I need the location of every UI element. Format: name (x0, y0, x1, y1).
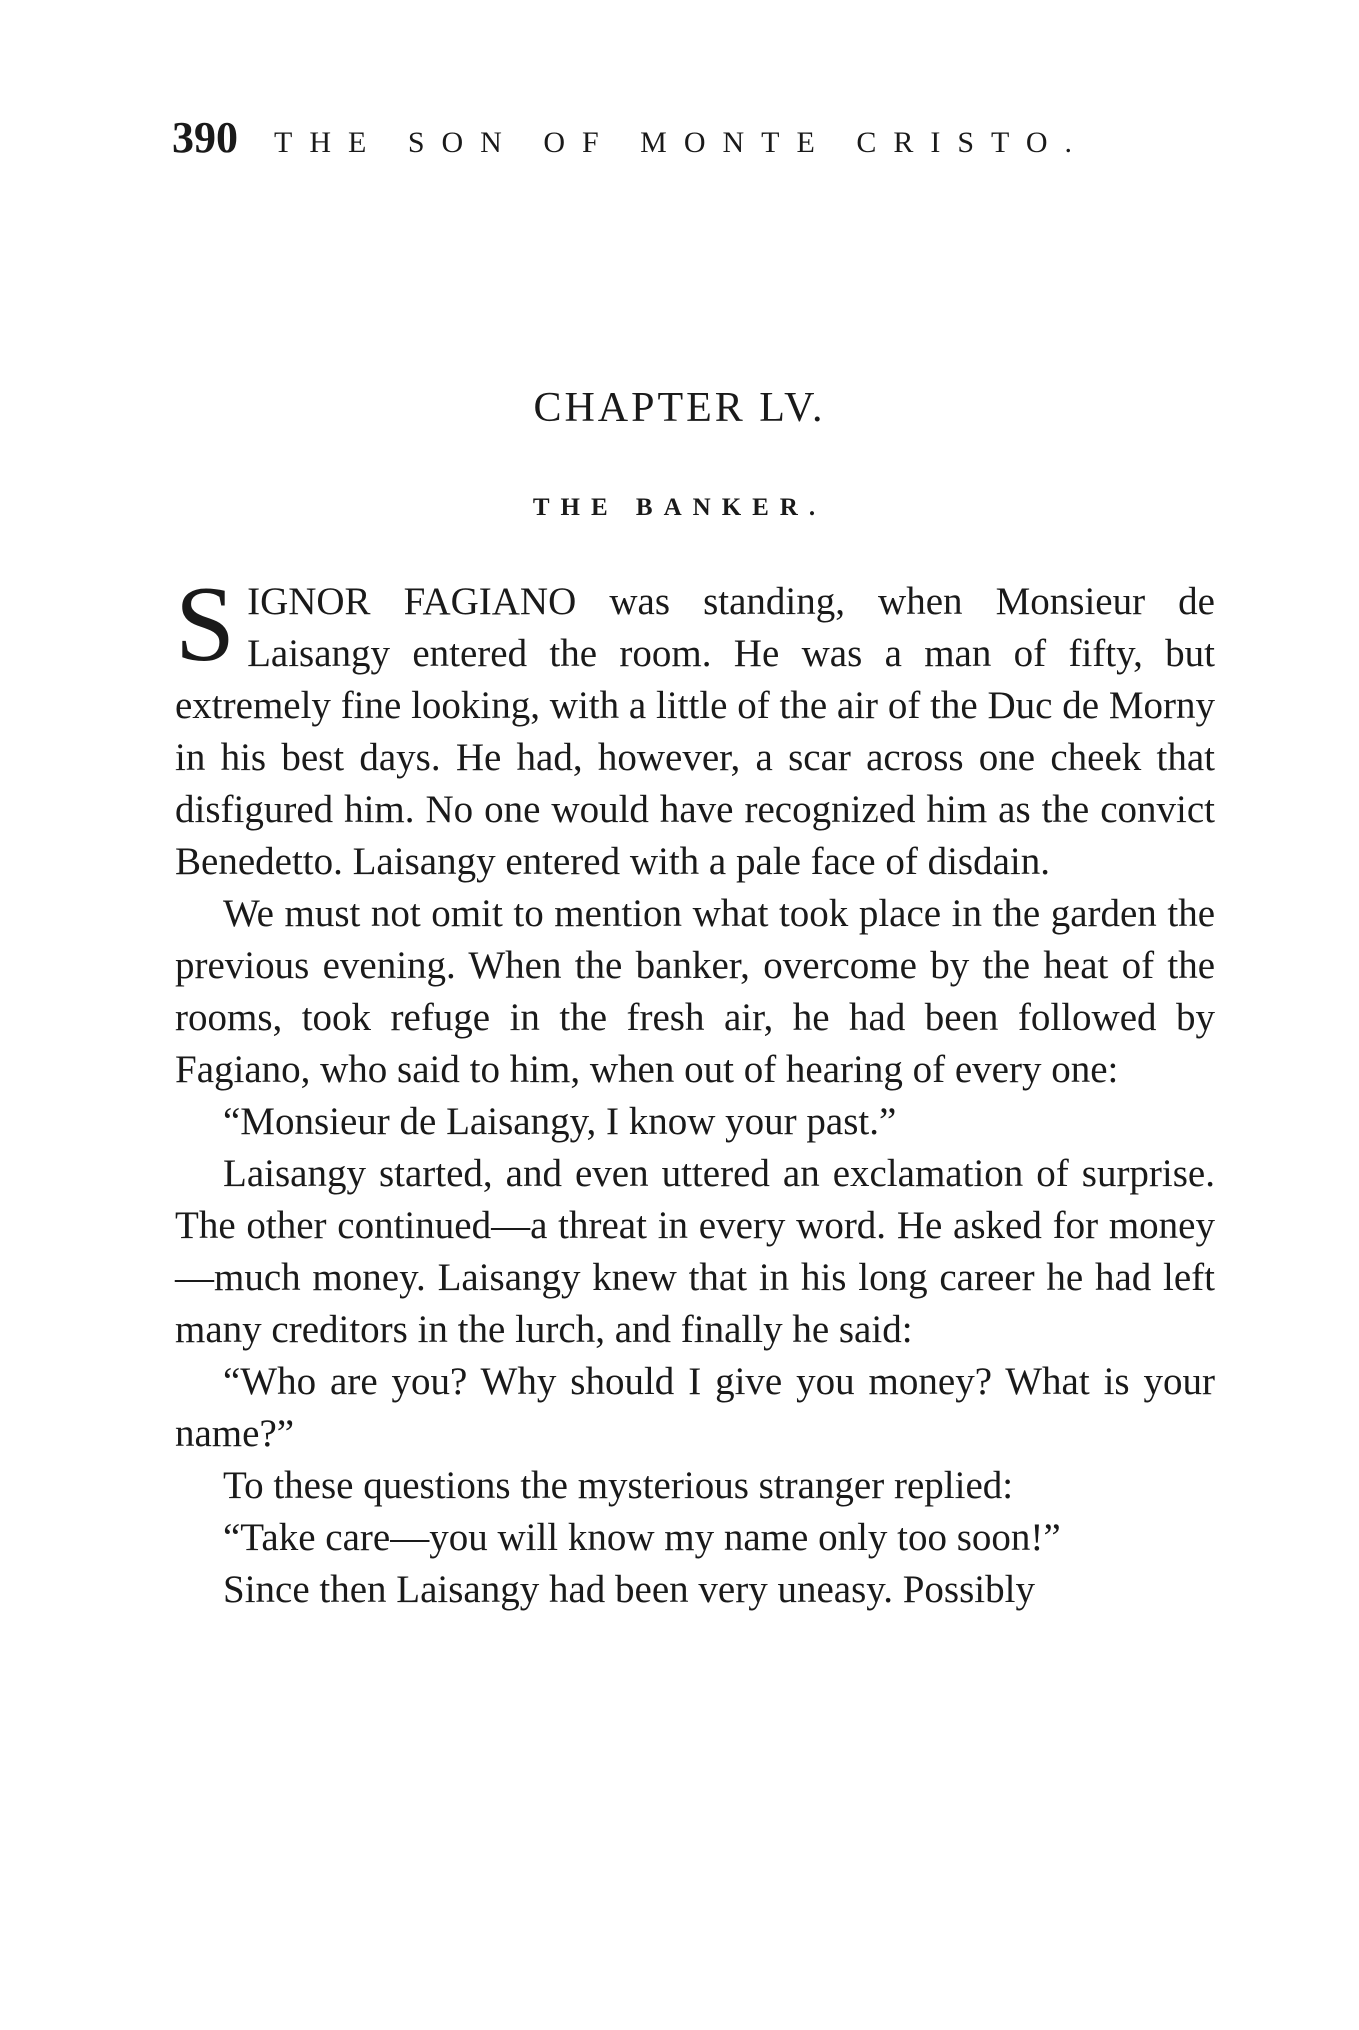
paragraph: Since then Laisangy had been very uneasy. Possibly (223, 1568, 1035, 1611)
chapter-subtitle: THE BANKER. (532, 494, 827, 521)
body-text (175, 565, 1215, 1616)
paragraph (175, 565, 1215, 888)
paragraph: To these questions the mysterious stranger replied: (223, 1464, 1014, 1507)
paragraph: “Take care—you will know my name only too soon!” (223, 1516, 1061, 1559)
paragraph-text: IGNOR FAGIANO was standing, when Monsieur de Laisangy entered the room. He was a man of fifty, but extremely fine looking, with a little of the air of the Duc de Morny in his best days. He had, however, a scar across one cheek that disfigured him. No one would have recognized him as the convict Benedetto. Laisangy entered with a pale face of disdain. (175, 580, 1215, 883)
paragraph: “Who are you? Why should I give you money? What is your name?” (175, 1360, 1215, 1455)
page-number: 390 (172, 113, 238, 162)
paragraph: Laisangy started, and even uttered an exclamation of surprise. The other continued—a threat in every word. He asked for money—much money. Laisangy knew that in his long career he had left many creditors in the lurch, and finally he said: (175, 1152, 1215, 1351)
chapter-heading: CHAPTER LV. (533, 385, 826, 431)
paragraph: “Monsieur de Laisangy, I know your past.” (223, 1100, 897, 1143)
drop-cap: S (175, 565, 236, 684)
paragraph: We must not omit to mention what took place in the garden the previous evening. When the banker, overcome by the heat of the rooms, took refuge in the fresh air, he had been followed by Fagiano, who said to him, when out of hearing of every one: (175, 892, 1215, 1091)
running-title: THE SON OF MONTE CRISTO. (274, 126, 1089, 159)
running-head (172, 112, 1212, 172)
